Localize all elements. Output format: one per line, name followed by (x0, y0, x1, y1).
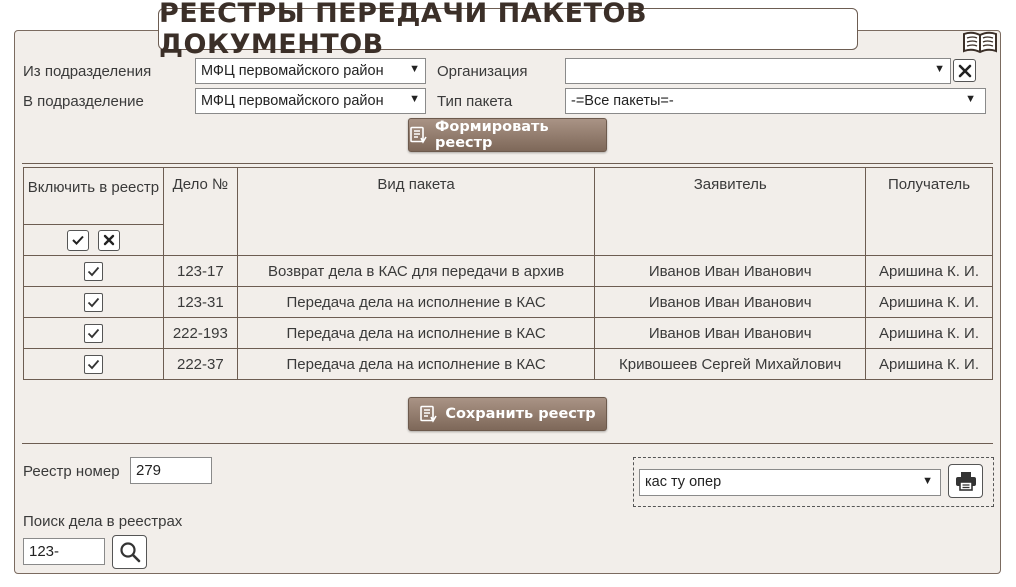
table-row (24, 318, 993, 349)
to-division-label: В подразделение (23, 93, 144, 110)
search-icon (119, 541, 141, 563)
recipient-cell: Аришина К. И. (866, 318, 993, 349)
from-division-select[interactable] (195, 58, 426, 84)
chevron-down-icon: ▼ (409, 93, 420, 105)
column-case-no: Дело № (163, 168, 237, 256)
case-no-cell: 123-31 (163, 287, 237, 318)
case-no-cell: 123-17 (163, 256, 237, 287)
open-book-icon[interactable] (962, 30, 998, 54)
case-no-cell: 222-37 (163, 349, 237, 380)
include-checkbox[interactable] (84, 293, 103, 312)
page-title: РЕЕСТРЫ ПЕРЕДАЧИ ПАКЕТОВ ДОКУМЕНТОВ (159, 0, 648, 60)
column-package-type: Вид пакета (237, 168, 595, 256)
to-division-select[interactable] (195, 88, 426, 114)
deselect-all-button[interactable] (98, 230, 120, 251)
form-registry-button[interactable] (408, 118, 607, 152)
applicant-cell: Иванов Иван Иванович (595, 256, 866, 287)
clear-organization-button[interactable] (953, 59, 976, 82)
package-type-select[interactable] (565, 88, 986, 114)
form-registry-label: Формировать реестр (435, 119, 549, 151)
chevron-down-icon: ▼ (934, 63, 945, 75)
packages-table (23, 167, 993, 380)
table-row (24, 349, 993, 380)
divider (22, 163, 993, 164)
recipient-cell: Аришина К. И. (866, 287, 993, 318)
column-include (24, 168, 164, 256)
organization-select[interactable] (565, 58, 951, 84)
check-icon (87, 328, 100, 339)
package-type-cell: Возврат дела в КАС для передачи в архив (237, 256, 595, 287)
print-template-value: кас ту опер (645, 474, 722, 490)
include-checkbox[interactable] (84, 355, 103, 374)
organization-label: Организация (437, 63, 528, 80)
close-icon (958, 64, 972, 78)
check-icon (71, 234, 85, 246)
save-registry-button[interactable] (408, 397, 607, 431)
chevron-down-icon: ▼ (409, 63, 420, 75)
column-applicant: Заявитель (595, 168, 866, 256)
select-all-button[interactable] (67, 230, 89, 251)
from-division-label: Из подразделения (23, 63, 152, 80)
print-template-select[interactable] (639, 469, 941, 496)
recipient-cell: Аришина К. И. (866, 349, 993, 380)
table-row (24, 287, 993, 318)
page-title-box (158, 0, 858, 60)
package-type-value: -=Все пакеты=- (571, 93, 674, 109)
include-checkbox[interactable] (84, 324, 103, 343)
applicant-cell: Иванов Иван Иванович (595, 287, 866, 318)
save-registry-label: Сохранить реестр (445, 406, 596, 422)
column-include-label: Включить в реестр (27, 179, 160, 196)
package-type-label: Тип пакета (437, 93, 513, 110)
recipient-cell: Аришина К. И. (866, 256, 993, 287)
divider (22, 443, 993, 444)
close-icon (103, 234, 115, 246)
include-checkbox[interactable] (84, 262, 103, 281)
print-button[interactable] (948, 464, 983, 498)
chevron-down-icon: ▼ (965, 93, 976, 105)
package-type-cell: Передача дела на исполнение в КАС (237, 318, 595, 349)
case-no-cell: 222-193 (163, 318, 237, 349)
to-division-value: МФЦ первомайского район (201, 93, 384, 109)
document-list-icon (419, 405, 437, 423)
package-type-cell: Передача дела на исполнение в КАС (237, 349, 595, 380)
printer-icon (955, 471, 977, 491)
package-type-cell: Передача дела на исполнение в КАС (237, 287, 595, 318)
search-button[interactable] (112, 535, 147, 569)
check-icon (87, 297, 100, 308)
applicant-cell: Кривошеев Сергей Михайлович (595, 349, 866, 380)
from-division-value: МФЦ первомайского район (201, 63, 384, 79)
document-list-icon (409, 126, 427, 144)
check-icon (87, 266, 100, 277)
search-value: 123- (29, 543, 60, 560)
search-input[interactable] (23, 538, 105, 565)
registry-number-input[interactable] (130, 457, 212, 484)
chevron-down-icon: ▼ (922, 475, 933, 487)
applicant-cell: Иванов Иван Иванович (595, 318, 866, 349)
registry-number-label: Реестр номер (23, 463, 120, 480)
check-icon (87, 359, 100, 370)
column-recipient: Получатель (866, 168, 993, 256)
table-header-row (24, 168, 993, 256)
search-label: Поиск дела в реестрах (23, 513, 183, 530)
table-row (24, 256, 993, 287)
registry-number-value: 279 (136, 462, 162, 479)
